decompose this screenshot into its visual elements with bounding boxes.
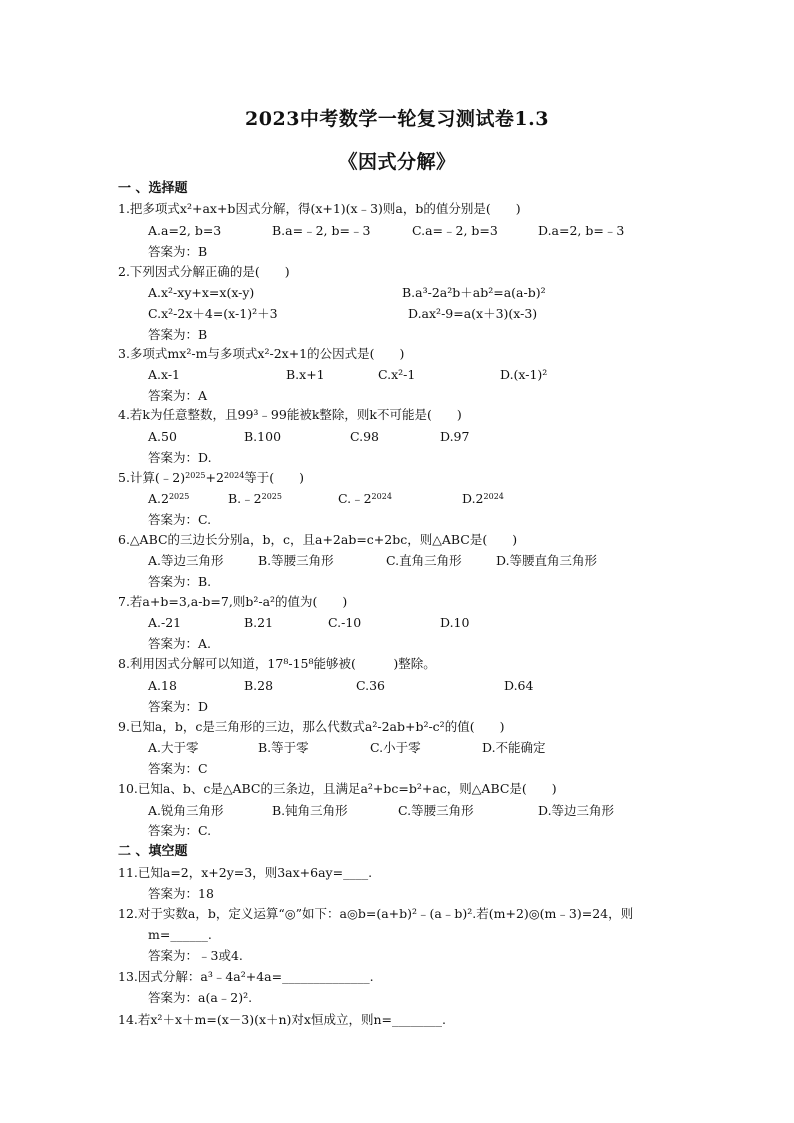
question-11-stem: 11.已知a=2，x+2y=3，则3ax+6ay=____. xyxy=(118,865,373,880)
question-12-stem-cont: m=______. xyxy=(148,927,212,942)
question-13-stem: 13.因式分解：a³﹣4a²+4a=______________. xyxy=(118,969,374,984)
question-8-option-a: A.18 xyxy=(148,678,177,693)
question-14-stem: 14.若x²＋x＋m=(x－3)(x＋n)对x恒成立，则n=________. xyxy=(118,1012,446,1027)
question-5-option-d: $D.2^{2024}$ xyxy=(462,491,504,506)
question-3-stem: 3.多项式mx²-m与多项式x²-2x+1的公因式是( ) xyxy=(118,346,405,361)
question-1-option-b: B.a=﹣2, b=﹣3 xyxy=(272,223,371,238)
question-3-answer: 答案为：A xyxy=(148,388,208,403)
question-7-stem: 7.若a+b=3,a-b=7,则b²-a²的值为( ) xyxy=(118,594,348,609)
question-6-option-c: C.直角三角形 xyxy=(386,553,462,568)
question-12-stem: 12.对于实数a，b，定义运算“◎”如下：a◎b=(a+b)²﹣(a﹣b)².若(m+2)◎(m﹣3)=24，则 xyxy=(118,906,634,921)
question-8-option-d: D.64 xyxy=(504,678,534,693)
question-2-option-b: B.a³-2a²b＋ab²=a(a-b)² xyxy=(402,285,546,300)
question-8-stem: 8.利用因式分解可以知道，17⁸-15⁸能够被( )整除。 xyxy=(118,656,436,671)
question-5-option-c: $C.﹣2^{2024}$ xyxy=(338,491,392,506)
question-6-option-b: B.等腰三角形 xyxy=(258,553,334,568)
question-4-option-c: C.98 xyxy=(350,429,379,444)
question-10-stem: 10.已知a、b、c是△ABC的三条边，且满足a²+bc=b²+ac，则△ABC是( ) xyxy=(118,781,557,796)
question-6-answer: 答案为：B. xyxy=(148,574,212,589)
question-3-option-c: C.x²-1 xyxy=(378,367,416,382)
question-1-answer: 答案为：B xyxy=(148,244,208,259)
question-7-option-b: B.21 xyxy=(244,615,274,630)
question-4-option-b: B.100 xyxy=(244,429,282,444)
question-10-option-a: A.锐角三角形 xyxy=(148,803,224,818)
question-2-option-a: A.x²-xy+x=x(x-y) xyxy=(148,285,255,300)
question-6-option-d: D.等腰直角三角形 xyxy=(496,553,598,568)
question-10-option-b: B.钝角三角形 xyxy=(272,803,348,818)
question-1-stem: 1.把多项式x²+ax+b因式分解，得(x+1)(x﹣3)则a，b的值分别是( ) xyxy=(118,201,521,216)
question-3-option-d: D.(x-1)² xyxy=(500,367,548,382)
question-6-option-a: A.等边三角形 xyxy=(148,553,224,568)
question-4-stem: 4.若k为任意整数，且99³﹣99能被k整除，则k不可能是( ) xyxy=(118,407,462,422)
question-2-option-c: C.x²-2x＋4=(x-1)²＋3 xyxy=(148,306,278,321)
question-4-option-d: D.97 xyxy=(440,429,470,444)
question-7-option-c: C.-10 xyxy=(328,615,362,630)
question-10-answer: 答案为：C. xyxy=(148,823,212,838)
question-10-option-d: D.等边三角形 xyxy=(538,803,615,818)
question-5-stem: 5.计算$(﹣2)^{2025}+2^{2024}$等于( ) xyxy=(118,470,305,485)
question-3-option-b: B.x+1 xyxy=(286,367,325,382)
section-heading-fill: 二 、填空题 xyxy=(118,844,188,859)
page-title: 2023中考数学一轮复习测试卷1.3 xyxy=(245,108,549,130)
question-7-answer: 答案为：A. xyxy=(148,636,212,651)
question-8-answer: 答案为：D xyxy=(148,699,209,714)
question-10-option-c: C.等腰三角形 xyxy=(398,803,474,818)
question-4-answer: 答案为：D. xyxy=(148,450,212,465)
question-2-answer: 答案为：B xyxy=(148,327,208,342)
question-4-option-a: A.50 xyxy=(148,429,177,444)
question-5-option-b: $B.﹣2^{2025}$ xyxy=(228,491,282,506)
question-8-option-b: B.28 xyxy=(244,678,274,693)
question-7-option-d: D.10 xyxy=(440,615,470,630)
question-12-answer: 答案为：﹣3或4. xyxy=(148,948,243,963)
question-1-option-a: A.a=2, b=3 xyxy=(148,223,222,238)
question-5-option-a: $A.2^{2025}$ xyxy=(148,491,190,506)
question-9-option-b: B.等于零 xyxy=(258,740,309,755)
question-13-answer: 答案为：a(a﹣2)². xyxy=(148,990,253,1005)
question-1-option-c: C.a=﹣2, b=3 xyxy=(412,223,498,238)
section-heading-choice: 一 、选择题 xyxy=(118,181,188,196)
question-8-option-c: C.36 xyxy=(356,678,385,693)
question-3-option-a: A.x-1 xyxy=(148,367,181,382)
question-9-answer: 答案为：C xyxy=(148,761,208,776)
question-9-option-a: A.大于零 xyxy=(148,740,199,755)
question-1-option-d: D.a=2, b=﹣3 xyxy=(538,223,625,238)
page-subtitle: 《因式分解》 xyxy=(338,151,456,173)
question-2-option-d: D.ax²-9=a(x＋3)(x-3) xyxy=(408,306,538,321)
question-9-option-c: C.小于零 xyxy=(370,740,421,755)
question-2-stem: 2.下列因式分解正确的是( ) xyxy=(118,264,290,279)
question-11-answer: 答案为：18 xyxy=(148,886,214,901)
question-9-option-d: D.不能确定 xyxy=(482,740,546,755)
question-6-stem: 6.△ABC的三边长分别a，b，c，且a+2ab=c+2bc，则△ABC是( ) xyxy=(118,532,518,547)
question-9-stem: 9.已知a，b，c是三角形的三边，那么代数式a²-2ab+b²-c²的值( ) xyxy=(118,719,505,734)
question-5-answer: 答案为：C. xyxy=(148,512,212,527)
question-7-option-a: A.-21 xyxy=(148,615,182,630)
